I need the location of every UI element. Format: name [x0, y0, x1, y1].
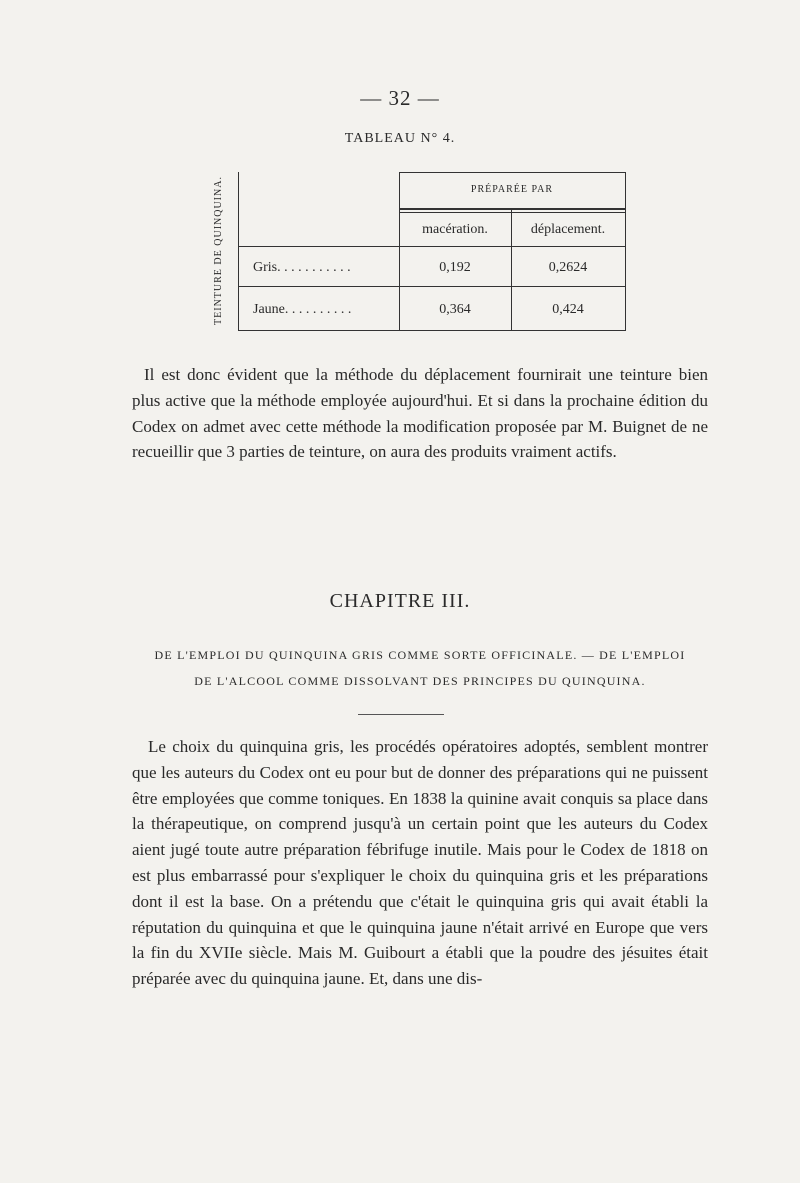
data-table [238, 172, 626, 331]
table-row-rule-1 [239, 246, 625, 247]
table-side-label-text: TEINTURE DE QUINQUINA. [212, 175, 224, 325]
column-header-deplacement: déplacement. [530, 222, 606, 237]
table-header: PRÉPARÉE PAR [470, 184, 554, 195]
chapter-title: CHAPITRE III. [329, 590, 471, 612]
cell-gris-maceration: 0,192 [439, 260, 471, 275]
paragraph-1: Il est donc évident que la méthode du déplacement fournirait une teinture bien plus active que la méthode employée aujourd'hui. Et si dans la prochaine édition du Codex on admet avec cette méthode la modification proposée par M. Buignet de ne recueillir que 3 parties de teinture, on aura des produits vraiment actifs. [132, 365, 708, 462]
row-label-jaune: Jaune. . . . . . . . . . [253, 302, 352, 317]
table-header-rule [399, 208, 625, 210]
chapter-subtitle-line-2: DE L'ALCOOL COMME DISSOLVANT DES PRINCIPES DU QUINQUINA. [194, 674, 646, 688]
table-row-rule-2 [239, 286, 625, 287]
table-title: TABLEAU N° 4. [344, 131, 456, 146]
cell-gris-deplacement: 0,2624 [548, 260, 588, 275]
cell-jaune-deplacement: 0,424 [552, 302, 584, 317]
page-number: — 32 — [360, 86, 440, 110]
table-side-label [208, 170, 228, 330]
column-header-maceration: macération. [422, 222, 488, 237]
section-divider [358, 714, 444, 715]
cell-jaune-maceration: 0,364 [439, 302, 471, 317]
row-label-gris: Gris. . . . . . . . . . . [253, 260, 351, 275]
table-header-rule-2 [399, 212, 625, 213]
table-top-rule [399, 172, 625, 173]
paragraph-2: Le choix du quinquina gris, les procédés opératoires adoptés, semblent montrer que les auteurs du Codex ont eu pour but de donner des préparations qui ne puissent être employées que comme toniques. En 1838 la quinine avait conquis sa place dans la thérapeutique, on comprend jusqu'à un certain point que les auteurs du Codex aient jugé toute autre préparation fébrifuge inutile. Mais pour le Codex de 1818 on est plus embarrassé pour s'expliquer le choix du quinquina gris et les préparations dont il est la base. On a prétendu que c'était le quinquina gris qui avait établi la réputation du quinquina et que le quinquina jaune n'était arrivé en Europe que vers la fin du XVIIe siècle. Mais M. Guibourt a établi que la poudre des jésuites était préparée avec du quinquina jaune. Et, dans une dis- [132, 737, 708, 989]
chapter-subtitle-line-1: DE L'EMPLOI DU QUINQUINA GRIS COMME SORTE OFFICINALE. — DE L'EMPLOI [154, 648, 686, 662]
